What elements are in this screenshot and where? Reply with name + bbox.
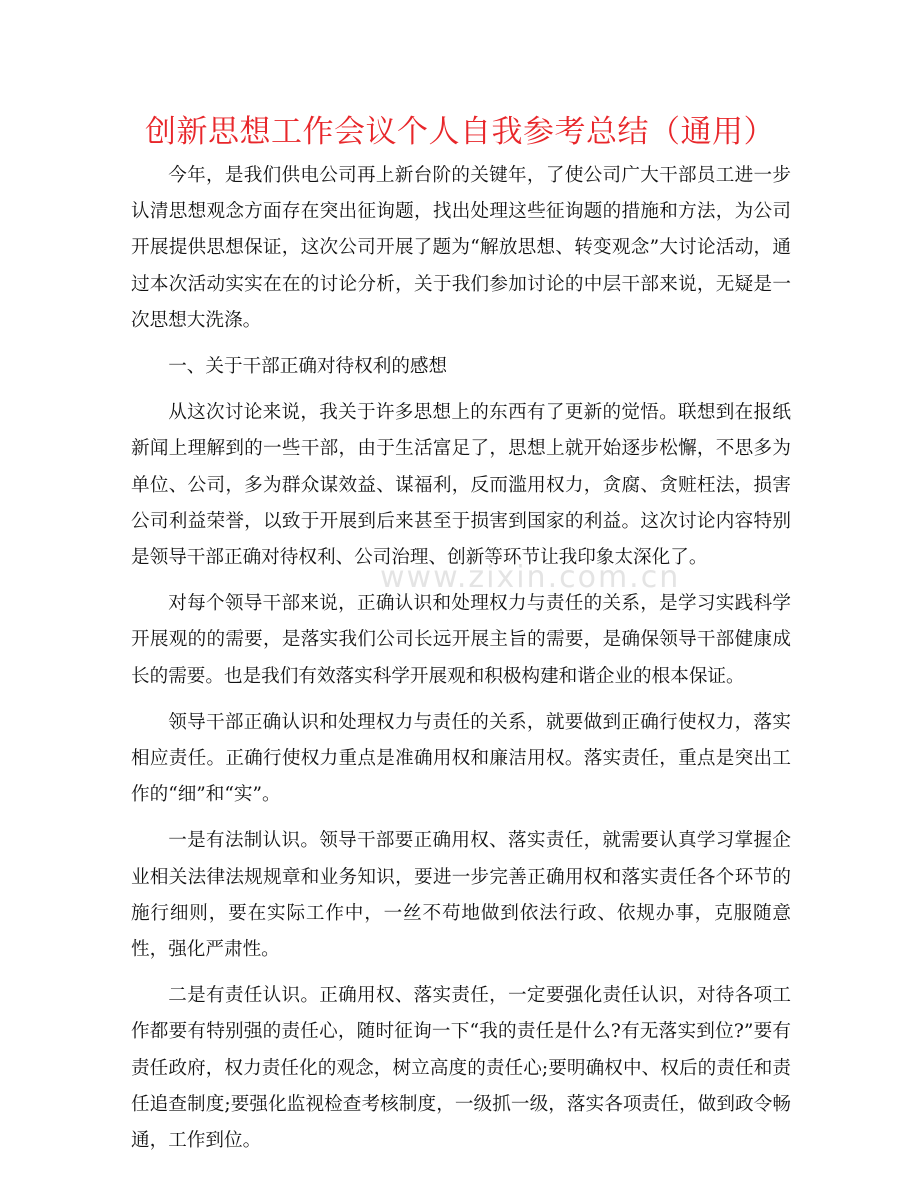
watermark: www.zixin.com.cn — [380, 560, 681, 595]
paragraph: 领导干部正确认识和处理权力与责任的关系，就要做到正确行使权力，落实相应责任。正确行使权力重点是准确用权和廉洁用权。落实责任，重点是突出工作的“细”和“实”。 — [131, 711, 791, 806]
document-body — [131, 158, 791, 1169]
paragraph: 从这次讨论来说，我关于许多思想上的东西有了更新的觉悟。联想到在报纸新闻上理解到的一些干部，由于生活富足了，思想上就开始逐步松懈，不思多为单位、公司，多为群众谋效益、谋福利，反而滥用权力，贪腐、贪赃枉法，损害公司利益荣誉，以致于开展到后来甚至于损害到国家的利益。这次讨论内容特别是领导干部正确对待权利、公司治理、创新等环节让我印象太深化了。 — [131, 402, 791, 569]
paragraph: 一是有法制认识。领导干部要正确用权、落实责任，就需要认真学习掌握企业相关法律法规规章和业务知识，要进一步完善正确用权和落实责任各个环节的施行细则，要在实际工作中，一丝不苟地做到依法行政、依规办事，克服随意性，强化严肃性。 — [131, 830, 791, 961]
paragraph-intro: 今年，是我们供电公司再上新台阶的关键年，了使公司广大干部员工进一步认清思想观念方面存在突出征询题，找出处理这些征询题的措施和方法，为公司开展提供思想保证，这次公司开展了题为“解放思想、转变观念”大讨论活动，通过本次活动实实在在的讨论分析，关于我们参加讨论的中层干部来说，无疑是一次思想大洗涤。 — [131, 165, 791, 331]
paragraph: 二是有责任认识。正确用权、落实责任，一定要强化责任认识，对待各项工作都要有特别强的责任心，随时征询一下“我的责任是什么?有无落实到位?”要有责任政府，权力责任化的观念，树立高度的责任心;要明确权中、权后的责任和责任追查制度;要强化监视检查考核制度，一级抓一级，落实各项责任，做到政令畅通，工作到位。 — [131, 985, 791, 1152]
document-title: 创新思想工作会议个人自我参考总结（通用） — [145, 114, 775, 150]
paragraph: 对每个领导干部来说，正确认识和处理权力与责任的关系，是学习实践科学开展观的的需要，是落实我们公司长远开展主旨的需要，是确保领导干部健康成长的需要。也是我们有效落实科学开展观和积极构建和谐企业的根本保证。 — [131, 593, 791, 687]
section-heading: 一、关于干部正确对待权利的感想 — [168, 356, 448, 378]
